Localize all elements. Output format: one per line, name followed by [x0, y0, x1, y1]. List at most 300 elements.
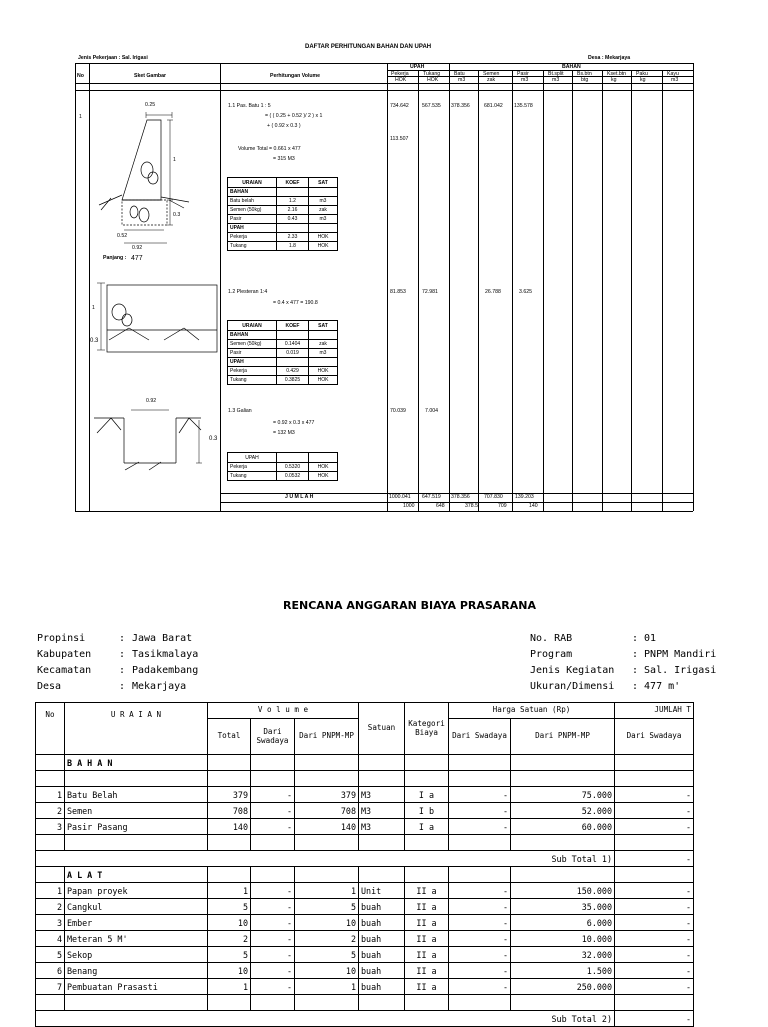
cell-total: 379 — [208, 787, 251, 803]
cell-pnpm: 2 — [295, 931, 359, 947]
rounded-value: 140 — [529, 503, 538, 509]
info-sep: : — [119, 665, 126, 676]
info-label: Desa — [37, 681, 62, 692]
rab-table — [35, 702, 694, 1027]
plaster-height-1: 1 — [92, 305, 95, 311]
th-harga-pnpm: Dari PNPM-MP — [511, 719, 615, 755]
sheet1-title: DAFTAR PERHITUNGAN BAHAN DAN UPAH — [305, 44, 432, 50]
header-no: No — [77, 73, 84, 79]
section-label: A L A T — [65, 867, 208, 883]
rounded-value: 648 — [436, 503, 445, 509]
cell-jumlah-swadaya: - — [615, 963, 694, 979]
cell-jumlah-swadaya: - — [615, 787, 694, 803]
cell-pnpm: 140 — [295, 819, 359, 835]
cell — [36, 771, 65, 787]
subtotal-value: - — [615, 851, 694, 867]
info-label: No. RAB — [530, 633, 573, 644]
frame-line — [478, 70, 479, 511]
cell-harga-pnpm: 250.000 — [511, 979, 615, 995]
empty-row — [36, 835, 694, 851]
column-header: Batu — [454, 71, 465, 77]
coef-cell — [277, 224, 309, 233]
coef-cell — [309, 224, 338, 233]
cell-jumlah-swadaya: - — [615, 931, 694, 947]
galian-height: 0.3 — [209, 436, 218, 442]
cell-kategori: II a — [405, 963, 449, 979]
cell-no: 3 — [36, 915, 65, 931]
cell-jumlah-swadaya: - — [615, 947, 694, 963]
cell-kategori: II a — [405, 947, 449, 963]
coef-cell: 2.16 — [277, 206, 309, 215]
info-value: Jawa Barat — [132, 633, 193, 644]
coef-cell — [309, 331, 338, 340]
cell-swadaya: - — [251, 979, 295, 995]
coef-cell: 2.33 — [277, 233, 309, 242]
item3-formula1: = 0.92 x 0.3 x 477 — [273, 420, 315, 426]
cell-harga-pnpm: 150.000 — [511, 883, 615, 899]
cell — [359, 835, 405, 851]
cell — [405, 835, 449, 851]
info-label: Kabupaten — [37, 649, 92, 660]
cell-harga-swadaya: - — [449, 979, 511, 995]
cell-no: 3 — [36, 819, 65, 835]
plaster-height-2: 0.3 — [90, 338, 99, 344]
coef-cell: zak — [309, 340, 338, 349]
column-unit: kg — [640, 77, 646, 83]
table-row — [36, 947, 694, 963]
cell-uraian: Cangkul — [65, 899, 208, 915]
cell-kategori: I a — [405, 787, 449, 803]
column-header: Kayu — [667, 71, 679, 77]
cell-kategori: II a — [405, 979, 449, 995]
table-row — [36, 931, 694, 947]
item2-tukang: 72.981 — [422, 289, 438, 295]
cell — [295, 771, 359, 787]
cell-harga-swadaya: - — [449, 915, 511, 931]
frame-line — [220, 502, 693, 503]
coef-row — [228, 358, 338, 367]
cell-kategori: II a — [405, 915, 449, 931]
cell-swadaya: - — [251, 931, 295, 947]
cell-swadaya: - — [251, 803, 295, 819]
cell — [295, 835, 359, 851]
cell-jumlah-swadaya: - — [615, 899, 694, 915]
cell — [36, 995, 65, 1011]
cell-uraian: Batu Belah — [65, 787, 208, 803]
coef-head: UPAH — [228, 453, 277, 463]
cell-no: 6 — [36, 963, 65, 979]
cell-jumlah-swadaya: - — [615, 915, 694, 931]
coef-cell: 0.1404 — [277, 340, 309, 349]
cell-kategori: II a — [405, 931, 449, 947]
frame-line — [75, 63, 693, 64]
frame-line — [602, 70, 603, 511]
header-upah: UPAH — [410, 64, 425, 70]
cell — [359, 755, 405, 771]
cell — [208, 771, 251, 787]
item1-formula1: = ( ( 0.25 + 0.52 )/ 2 ) x 1 — [265, 113, 323, 119]
info-value: : Sal. Irigasi — [632, 665, 717, 676]
item1-pekerja: 734.642 — [390, 103, 409, 109]
th-volume: V o l u m e — [208, 703, 359, 719]
cell-harga-swadaya: - — [449, 963, 511, 979]
coef-cell: m3 — [309, 215, 338, 224]
cell-harga-swadaya: - — [449, 947, 511, 963]
subtotal-row — [36, 851, 694, 867]
column-header: Semen — [483, 71, 500, 77]
cell-swadaya: - — [251, 883, 295, 899]
cell-uraian: Pasir Pasang — [65, 819, 208, 835]
cell-no: 5 — [36, 947, 65, 963]
cell — [405, 755, 449, 771]
frame-line — [220, 63, 221, 511]
cell-swadaya: - — [251, 915, 295, 931]
cell — [251, 755, 295, 771]
item2-pekerja: 81.853 — [390, 289, 406, 295]
column-unit: HOK — [427, 77, 439, 83]
cell-pnpm: 10 — [295, 963, 359, 979]
section-row — [36, 867, 694, 883]
cell — [359, 995, 405, 1011]
info-value: : PNPM Mandiri — [632, 649, 717, 660]
coef-cell: Pekerja — [228, 233, 277, 242]
cell — [615, 771, 694, 787]
cell-total: 5 — [208, 899, 251, 915]
coef-cell: 0.019 — [277, 349, 309, 358]
sketch-inner-width: 0.52 — [117, 233, 128, 239]
item2-formula: = 0.4 x 477 = 190.8 — [273, 300, 318, 306]
cell-swadaya: - — [251, 819, 295, 835]
cell-satuan: buah — [359, 947, 405, 963]
info-value: : 477 m' — [632, 681, 681, 692]
subtotal-value: - — [615, 1011, 694, 1027]
info-label: Ukuran/Dimensi — [530, 681, 615, 692]
cell-jumlah-swadaya: - — [615, 803, 694, 819]
cell — [295, 755, 359, 771]
cell-uraian: Ember — [65, 915, 208, 931]
coef-cell: Tukang — [228, 472, 277, 481]
item1-extra: 113.507 — [390, 136, 409, 142]
info-value: Mekarjaya — [132, 681, 187, 692]
coef-cell: HOK — [309, 463, 338, 472]
th-jumlah-swadaya: Dari Swadaya — [615, 719, 694, 755]
item3-title: 1.3 Galian — [228, 408, 252, 414]
info-sep: : — [119, 633, 126, 644]
cell-satuan: buah — [359, 931, 405, 947]
sketch-top-width: 0.25 — [145, 102, 156, 108]
rab-title: RENCANA ANGGARAN BIAYA PRASARANA — [283, 599, 537, 612]
column-header: Paku — [636, 71, 648, 77]
th-uraian: U R A I A N — [65, 703, 208, 755]
cell-harga-pnpm: 60.000 — [511, 819, 615, 835]
coef-cell — [309, 358, 338, 367]
cell-pnpm: 708 — [295, 803, 359, 819]
coef-cell — [277, 358, 309, 367]
column-unit: kg — [611, 77, 617, 83]
cell-satuan: M3 — [359, 819, 405, 835]
info-label: Kecamatan — [37, 665, 92, 676]
cell-swadaya: - — [251, 947, 295, 963]
cell-harga-swadaya: - — [449, 883, 511, 899]
cell-jumlah-swadaya: - — [615, 883, 694, 899]
cell-uraian: Meteran 5 M' — [65, 931, 208, 947]
coef-cell: UPAH — [228, 224, 277, 233]
cell — [295, 995, 359, 1011]
cell — [36, 835, 65, 851]
coef-row — [228, 215, 338, 224]
coef-cell: 0.0532 — [277, 472, 309, 481]
frame-line — [631, 70, 632, 511]
panjang-value: 477 — [131, 255, 143, 262]
th-harga-swadaya: Dari Swadaya — [449, 719, 511, 755]
column-unit: btg — [581, 77, 589, 83]
coef-head — [309, 453, 338, 463]
cell — [208, 867, 251, 883]
cell-pnpm: 10 — [295, 915, 359, 931]
cell-uraian: Benang — [65, 963, 208, 979]
frame-line — [449, 63, 450, 511]
item3-tukang: 7.004 — [425, 408, 438, 414]
cell — [615, 995, 694, 1011]
coef-cell: Pekerja — [228, 463, 277, 472]
table-row — [36, 803, 694, 819]
cell-satuan: buah — [359, 963, 405, 979]
coef-cell: 0.43 — [277, 215, 309, 224]
subtotal-label: Sub Total 2) — [36, 1011, 615, 1027]
cell — [511, 867, 615, 883]
cell — [65, 835, 208, 851]
table-row — [36, 915, 694, 931]
coef-cell: Pekerja — [228, 367, 277, 376]
cell — [251, 995, 295, 1011]
coef-cell: HOK — [309, 242, 338, 251]
cell — [36, 755, 65, 771]
item3-pekerja: 70.039 — [390, 408, 406, 414]
sketch-base-width: 0.92 — [132, 245, 143, 251]
cell — [511, 755, 615, 771]
cell-total: 5 — [208, 947, 251, 963]
coef-row — [228, 376, 338, 385]
cell-total: 10 — [208, 963, 251, 979]
jumlah-value: 139.203 — [515, 494, 534, 500]
frame-line — [693, 63, 694, 511]
coef-row — [228, 224, 338, 233]
item2-semen: 26.788 — [485, 289, 501, 295]
info-value: Padakembang — [132, 665, 199, 676]
cell-harga-pnpm: 10.000 — [511, 931, 615, 947]
rounded-value: 1000 — [403, 503, 415, 509]
cell — [615, 755, 694, 771]
cell-kategori: II a — [405, 883, 449, 899]
column-unit: m3 — [671, 77, 679, 83]
coef-cell: Tukang — [228, 242, 277, 251]
cell — [208, 755, 251, 771]
item1-batu: 378.356 — [451, 103, 470, 109]
column-unit: m3 — [458, 77, 466, 83]
coef-row — [228, 233, 338, 242]
empty-row — [36, 771, 694, 787]
cell-jumlah-swadaya: - — [615, 819, 694, 835]
rounded-value: 709 — [498, 503, 507, 509]
cell — [251, 867, 295, 883]
cell — [511, 995, 615, 1011]
cell-uraian: Semen — [65, 803, 208, 819]
item1-volume-result: = 315 M3 — [273, 156, 295, 162]
table-row — [36, 787, 694, 803]
column-unit: zak — [487, 77, 496, 83]
frame-line — [75, 511, 693, 512]
panjang-label: Panjang : — [103, 255, 127, 261]
column-header: Kset.btn — [607, 71, 627, 77]
frame-line — [75, 83, 693, 84]
row-no: 1 — [79, 114, 82, 120]
cell-kategori: I b — [405, 803, 449, 819]
cell-swadaya: - — [251, 899, 295, 915]
cell-harga-swadaya: - — [449, 803, 511, 819]
coef-cell: Semen (50kg) — [228, 340, 277, 349]
frame-line — [543, 70, 544, 511]
coef-cell: m3 — [309, 349, 338, 358]
coef-cell: 0.429 — [277, 367, 309, 376]
cell-pnpm: 1 — [295, 979, 359, 995]
th-jumlah: JUMLAH T — [615, 703, 694, 719]
coef-row — [228, 349, 338, 358]
cell — [449, 755, 511, 771]
frame-line — [75, 63, 76, 511]
empty-row — [36, 995, 694, 1011]
cell — [295, 867, 359, 883]
header-perhitungan: Perhitungan Volume — [270, 73, 321, 79]
coef-cell: BAHAN — [228, 188, 277, 197]
cell-pnpm: 1 — [295, 883, 359, 899]
info-sep: : — [119, 681, 126, 692]
coef-head: URAIAN — [228, 178, 277, 188]
table-row — [36, 963, 694, 979]
coef-cell: 0.5320 — [277, 463, 309, 472]
coef-table — [227, 320, 338, 385]
coef-row — [228, 242, 338, 251]
cell — [449, 995, 511, 1011]
coef-cell: 1.2 — [277, 197, 309, 206]
column-unit: m3 — [521, 77, 529, 83]
cell-satuan: M3 — [359, 803, 405, 819]
coef-cell — [277, 331, 309, 340]
item3-formula2: = 132 M3 — [273, 430, 295, 436]
cell-harga-pnpm: 6.000 — [511, 915, 615, 931]
cell-harga-pnpm: 52.000 — [511, 803, 615, 819]
coef-head — [277, 453, 309, 463]
cell-jumlah-swadaya: - — [615, 979, 694, 995]
item2-pasir: 3.625 — [519, 289, 532, 295]
th-total: Total — [208, 719, 251, 755]
jumlah-value: 1000.041 — [389, 494, 411, 500]
cell-no: 1 — [36, 883, 65, 899]
column-unit: m3 — [552, 77, 560, 83]
subtotal-row — [36, 1011, 694, 1027]
coef-row — [228, 197, 338, 206]
coef-cell — [309, 188, 338, 197]
coef-table-2 — [227, 320, 338, 385]
cell-pnpm: 5 — [295, 947, 359, 963]
cell — [359, 867, 405, 883]
cell-satuan: buah — [359, 915, 405, 931]
cell-harga-swadaya: - — [449, 931, 511, 947]
frame-line — [572, 70, 573, 511]
section-row — [36, 755, 694, 771]
sketch-drawings — [89, 90, 220, 510]
rounded-value: 378.5 — [465, 503, 478, 509]
cell — [359, 771, 405, 787]
coef-cell: Pasir — [228, 215, 277, 224]
cell — [405, 867, 449, 883]
coef-cell: zak — [309, 206, 338, 215]
table-row — [36, 899, 694, 915]
cell-total: 140 — [208, 819, 251, 835]
cell — [615, 835, 694, 851]
galian-width: 0.92 — [146, 398, 157, 404]
cell-total: 708 — [208, 803, 251, 819]
frame-line — [512, 70, 513, 511]
cell — [36, 867, 65, 883]
item1-volume-total: Volume Total = 0.661 x 477 — [238, 146, 301, 152]
sketch-height: 1 — [173, 157, 176, 163]
jumlah-value: 378.356 — [451, 494, 470, 500]
coef-table-3 — [227, 452, 338, 481]
jumlah-value: 707.830 — [484, 494, 503, 500]
cell-harga-swadaya: - — [449, 819, 511, 835]
cell-satuan: buah — [359, 979, 405, 995]
coef-row — [228, 340, 338, 349]
header-bahan: BAHAN — [562, 64, 581, 70]
coef-table-1 — [227, 177, 338, 251]
coef-cell: UPAH — [228, 358, 277, 367]
cell-harga-pnpm: 32.000 — [511, 947, 615, 963]
info-label: Jenis Kegiatan — [530, 665, 615, 676]
cell-harga-pnpm: 35.000 — [511, 899, 615, 915]
rab-sheet — [0, 590, 768, 1024]
info-sep: : — [119, 649, 126, 660]
cell-satuan: buah — [359, 899, 405, 915]
info-value: : 01 — [632, 633, 657, 644]
cell-harga-pnpm: 75.000 — [511, 787, 615, 803]
coef-cell: m3 — [309, 197, 338, 206]
column-header: Pasir — [517, 71, 529, 77]
cell-uraian: Papan proyek — [65, 883, 208, 899]
cell-no: 4 — [36, 931, 65, 947]
coef-cell: Batu belah — [228, 197, 277, 206]
cell — [449, 835, 511, 851]
frame-line — [662, 70, 663, 511]
jenis-pekerjaan: Jenis Pekerjaan : Sal. Irigasi — [78, 55, 148, 61]
coef-table — [227, 452, 338, 481]
coef-cell: HOK — [309, 376, 338, 385]
frame-line — [387, 63, 388, 511]
coef-cell — [277, 188, 309, 197]
desa-label: Desa : Mekarjaya — [588, 55, 631, 61]
table-row — [36, 979, 694, 995]
cell — [511, 771, 615, 787]
info-label: Propinsi — [37, 633, 86, 644]
column-unit: HOK — [395, 77, 407, 83]
column-header: Bs.btn — [577, 71, 592, 77]
subtotal-label: Sub Total 1) — [36, 851, 615, 867]
th-dari-pnpm: Dari PNPM-MP — [295, 719, 359, 755]
cell-swadaya: - — [251, 963, 295, 979]
coef-row — [228, 206, 338, 215]
cell — [405, 771, 449, 787]
column-header: Pekerja — [391, 71, 409, 77]
jumlah-value: 647.519 — [422, 494, 441, 500]
